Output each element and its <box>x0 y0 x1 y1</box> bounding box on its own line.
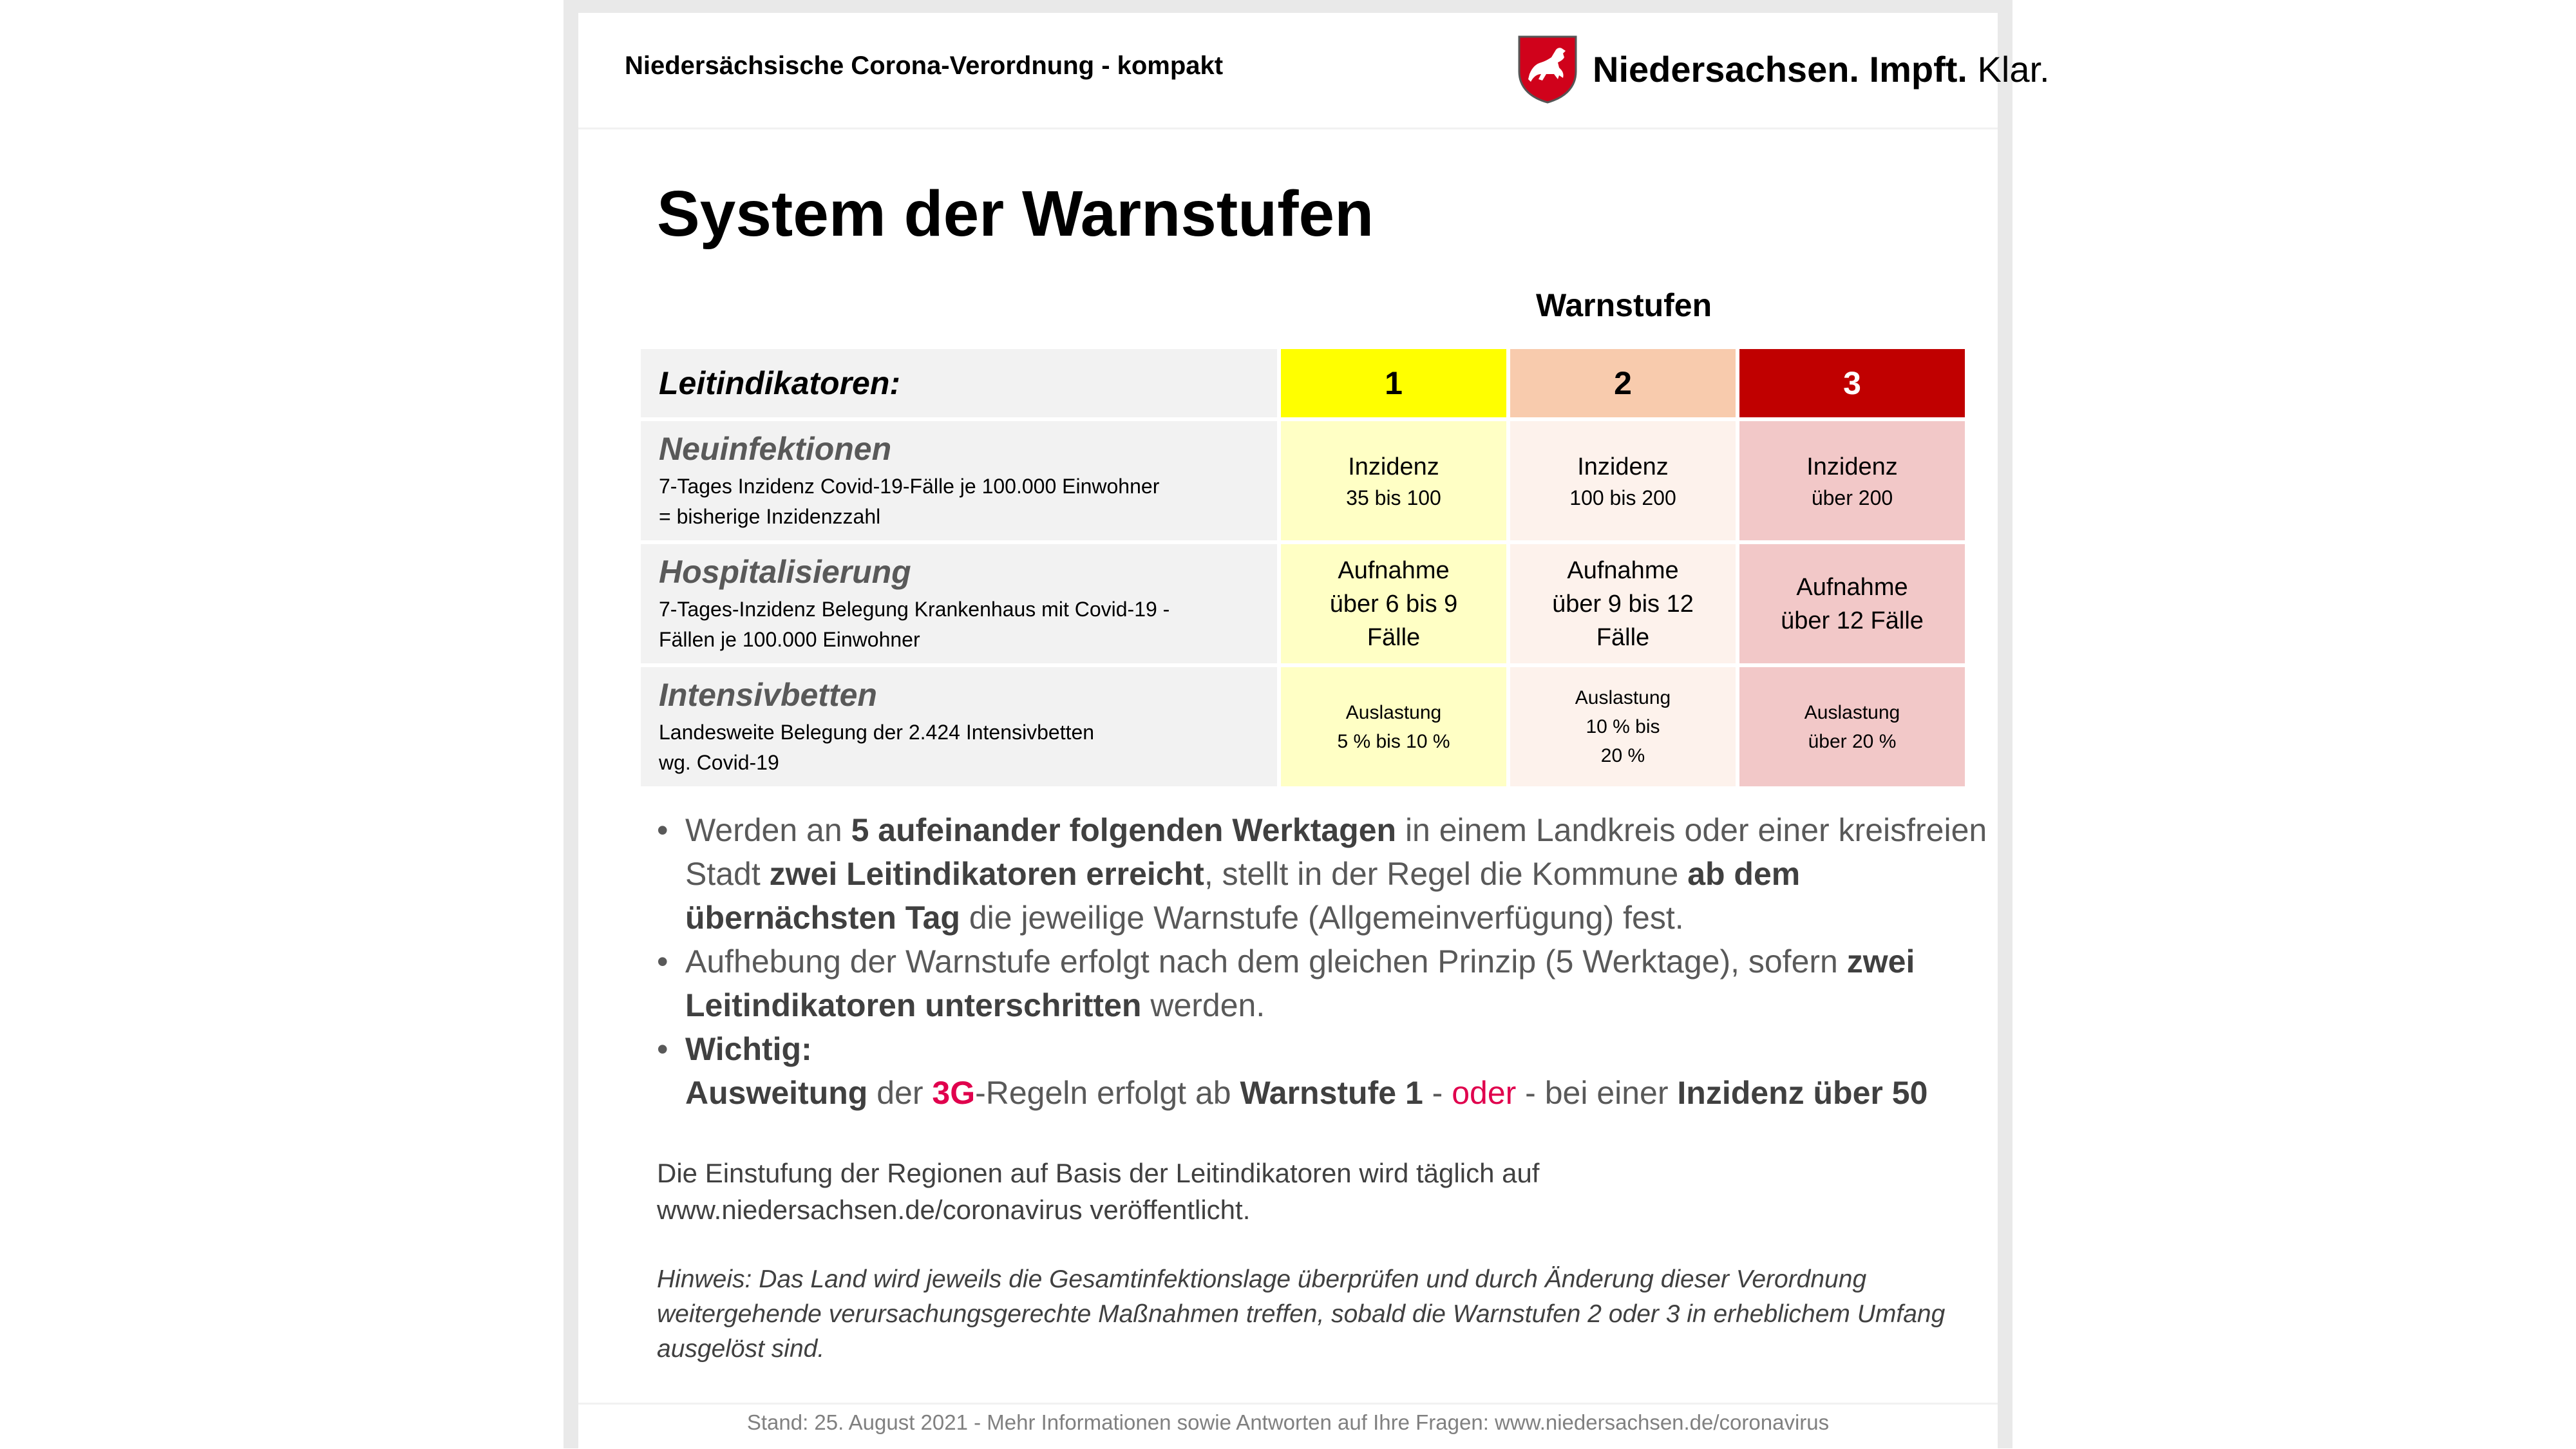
indicator-description: 7-Tages-Inzidenz Belegung Krankenhaus mit Covid-19 - Fällen je 100.000 Einwohner <box>659 597 1170 651</box>
warning-levels-table <box>637 345 1969 790</box>
level-2-value: Auslastung 10 % bis 20 % <box>1510 667 1736 786</box>
indicator-name: Neuinfektionen <box>659 430 892 467</box>
level-2-value: Inzidenz 100 bis 200 <box>1510 421 1736 540</box>
indicator-description: 7-Tages Inzidenz Covid-19-Fälle je 100.000 Einwohner = bisherige Inzidenzzahl <box>659 474 1160 528</box>
lead-indicators-label: Leitindikatoren: <box>641 349 1277 417</box>
table-header-row <box>641 349 1965 417</box>
indicator-description: Landesweite Belegung der 2.424 Intensivbetten wg. Covid-19 <box>659 720 1095 774</box>
level-2-header: 2 <box>1510 349 1736 417</box>
level-3-value: Inzidenz über 200 <box>1739 421 1965 540</box>
indicator-name: Hospitalisierung <box>659 553 911 590</box>
table-row-intensive-beds <box>641 667 1965 786</box>
indicator-hospitalization <box>641 544 1277 663</box>
bullet-deactivation-rule: • Aufhebung der Warnstufe erfolgt nach dem gleichen Prinzip (5 Werktage), sofern zwei Leitindikatoren unterschritten werden. <box>657 940 1990 1027</box>
hint-note: Hinweis: Das Land wird jeweils die Gesamtinfektionslage überprüfen und durch Änderung dieser Verordnung weitergehende verursachungsgerechte Maßnahmen treffen, sobald die Warnstufen 2 oder 3 in erheblichem Umfang ausgelöst sind. <box>657 1265 1946 1363</box>
indicator-intensive-beds <box>641 667 1277 786</box>
lower-saxony-horse-crest-icon <box>1517 34 1578 104</box>
table-row-hospitalization <box>641 544 1965 663</box>
bullet-important: • Wichtig: Ausweitung der 3G-Regeln erfolgt ab Warnstufe 1 - oder - bei einer Inzidenz über 50 <box>657 1027 1990 1115</box>
level-3-value: Aufnahme über 12 Fälle <box>1739 544 1965 663</box>
level-1-value: Inzidenz 35 bis 100 <box>1281 421 1506 540</box>
level-3-header: 3 <box>1739 349 1965 417</box>
footer-divider <box>578 1403 1998 1405</box>
bullet-activation-rule: • Werden an 5 aufeinander folgenden Werktagen in einem Landkreis oder einer kreisfreien Stadt zwei Leitindikatoren erreicht, stellt in der Regel die Kommune ab dem übernächsten Tag die jeweilige Warnstufe (Allgemeinverfügung) fest. <box>657 808 1990 940</box>
document-header-title: Niedersächsische Corona-Verordnung - kompakt <box>625 52 1224 80</box>
indicator-name: Intensivbetten <box>659 676 877 713</box>
level-1-value: Aufnahme über 6 bis 9 Fälle <box>1281 544 1506 663</box>
level-2-value: Aufnahme über 9 bis 12 Fälle <box>1510 544 1736 663</box>
footer-status: Stand: 25. August 2021 - Mehr Informationen sowie Antworten auf Ihre Fragen: www.niedersachsen.de/coronavirus <box>746 1410 1830 1434</box>
level-1-value: Auslastung 5 % bis 10 % <box>1281 667 1506 786</box>
brand-logo <box>1517 33 2050 104</box>
header-divider <box>578 128 1998 129</box>
indicator-new-infections <box>641 421 1277 540</box>
table-row-new-infections <box>641 421 1965 540</box>
levels-heading: Warnstufen <box>1536 287 1712 323</box>
classification-info: Die Einstufung der Regionen auf Basis der Leitindikatoren wird täglich auf www.niedersachsen.de/coronavirus veröffentlicht. <box>657 1158 1540 1225</box>
brand-slogan: Niedersachsen. Impft. Klar. <box>1593 48 2050 90</box>
level-3-value: Auslastung über 20 % <box>1739 667 1965 786</box>
page-title: System der Warnstufen <box>657 178 1374 250</box>
level-1-header: 1 <box>1281 349 1506 417</box>
rules-bullet-list <box>657 808 1990 1115</box>
